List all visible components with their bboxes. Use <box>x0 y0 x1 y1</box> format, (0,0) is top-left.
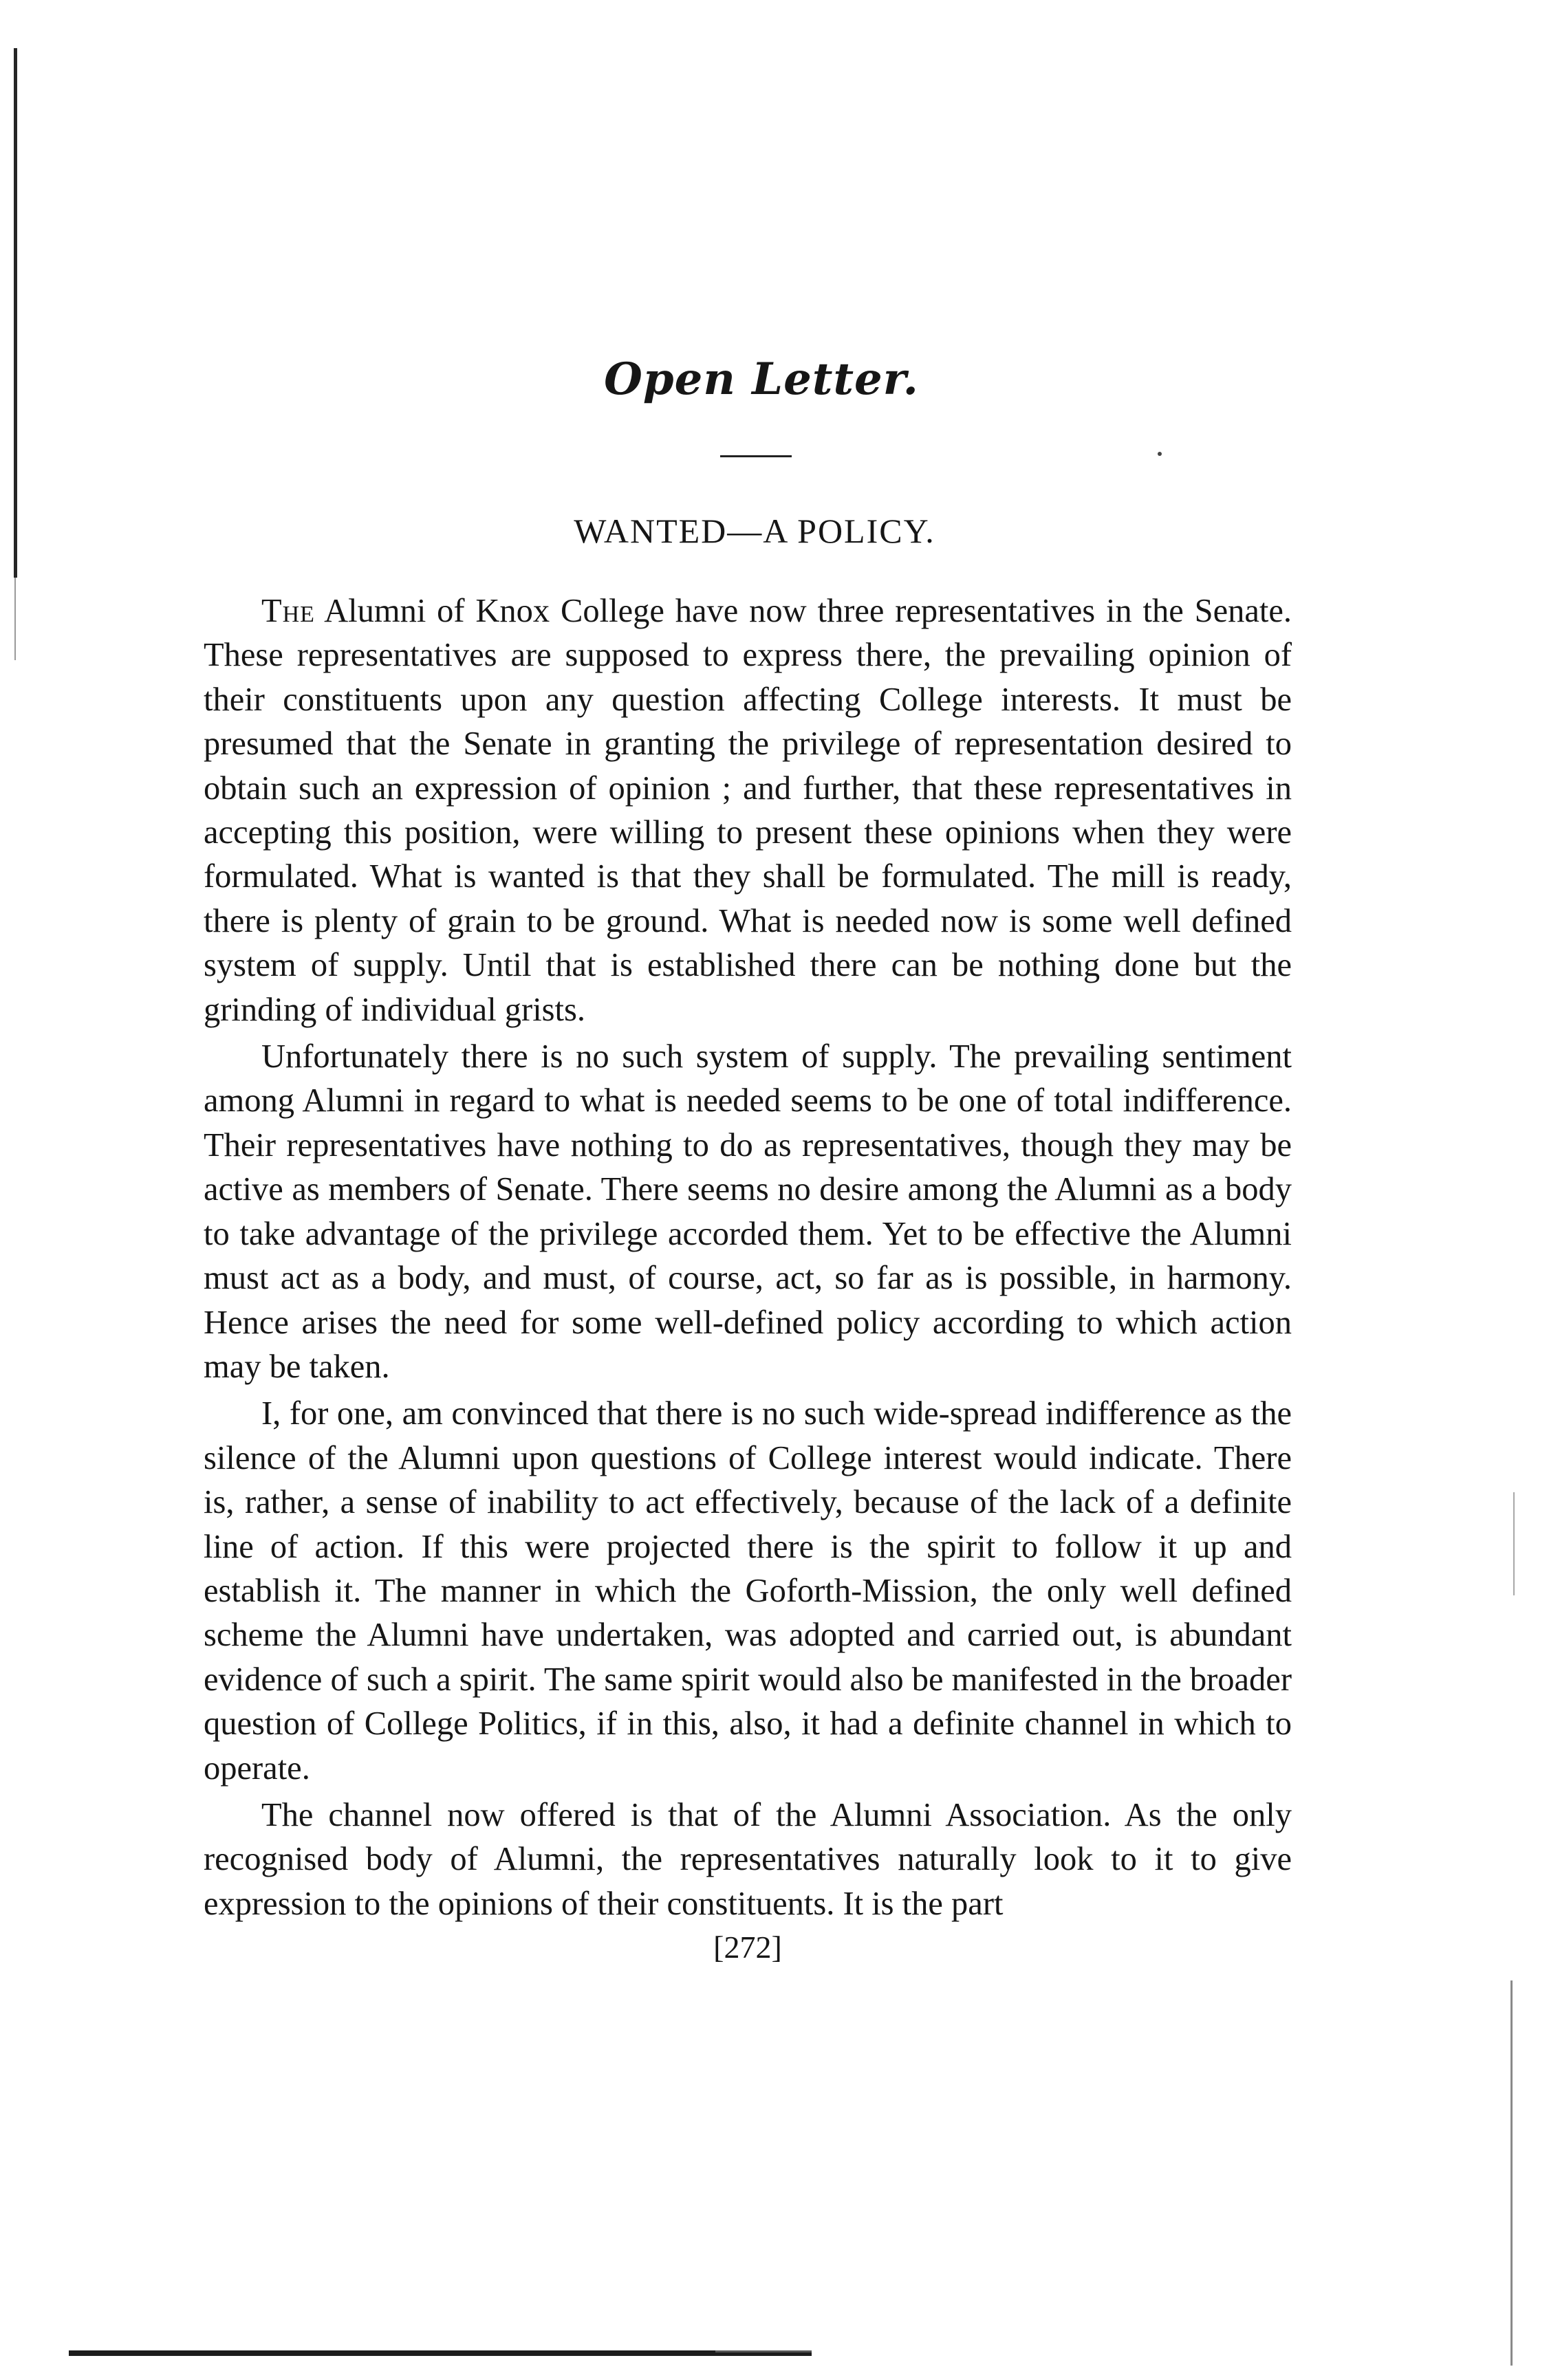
paragraph-text: Unfortunately there is no such system of supply. The prevailing sentiment among Alumni in regard to what is needed seems to be one of total indifference. Their representatives have nothing to do as representatives, though they may be active as members of Senate. There seems no desire among the Alumni as a body to take advantage of the privilege accorded them. Yet to be effective the Alumni must act as a body, and must, of course, act, so far as is possible, in harmony. Hence arises the need for some well-defined policy according to which action may be taken. <box>204 1038 1292 1385</box>
scan-edge-mark-right-lower <box>1510 1980 1513 2366</box>
scan-bottom-rule-tail <box>715 2350 812 2352</box>
section-title: Open Letter. <box>604 353 919 405</box>
paragraph-text: Alumni of Knox College have now three representatives in the Senate. These representatives are supposed to express there, the prevailing opinion of their constituents upon any question affecting College interests. It must be presumed that the Senate in granting the privilege of representation desired to obtain such an expression of opinion ; and further, that these representatives in accepting this position, were willing to present these opinions when they were formulated. What is wanted is that they shall be formulated. The mill is ready, there is plenty of grain to be ground. What is needed now is some well defined system of supply. Until that is established there can be nothing done but the grinding of individual grists. <box>204 593 1292 1028</box>
article-body <box>204 589 1292 1926</box>
page-number: [272] <box>713 1930 782 1965</box>
paragraph-text: The channel now offered is that of the Alumni Association. As the only recognised body of Alumni, the representatives naturally look to it to give expression to the opinions of their constituents. It is the part <box>204 1796 1292 1922</box>
scan-edge-mark-right <box>1513 1492 1515 1595</box>
paragraph-1 <box>204 589 1292 1032</box>
document-page <box>204 353 1292 1965</box>
paragraph-4 <box>204 1793 1292 1926</box>
paragraph-lead-word: The <box>261 593 315 629</box>
scan-edge-mark <box>14 48 17 578</box>
scan-bottom-rule <box>69 2350 812 2356</box>
paragraph-text: I, for one, am convinced that there is no such wide-spread indifference as the silence of the Alumni upon questions of College interest would indicate. There is, rather, a sense of inability to act effectively, because of the lack of a definite line of action. If this were projected there is the spirit to follow it up and establish it. The manner in which the Goforth-Mission, the only well defined scheme the Alumni have undertaken, was adopted and carried out, is abundant evidence of such a spirit. The same spirit would also be manifested in the broader question of College Politics, if in this, also, it had a definite channel in which to operate. <box>204 1395 1292 1787</box>
scan-edge-mark-faint <box>14 578 16 660</box>
article-heading: WANTED—A POLICY. <box>574 512 935 550</box>
paragraph-3 <box>204 1392 1292 1791</box>
title-divider <box>720 455 792 457</box>
paragraph-2 <box>204 1035 1292 1389</box>
